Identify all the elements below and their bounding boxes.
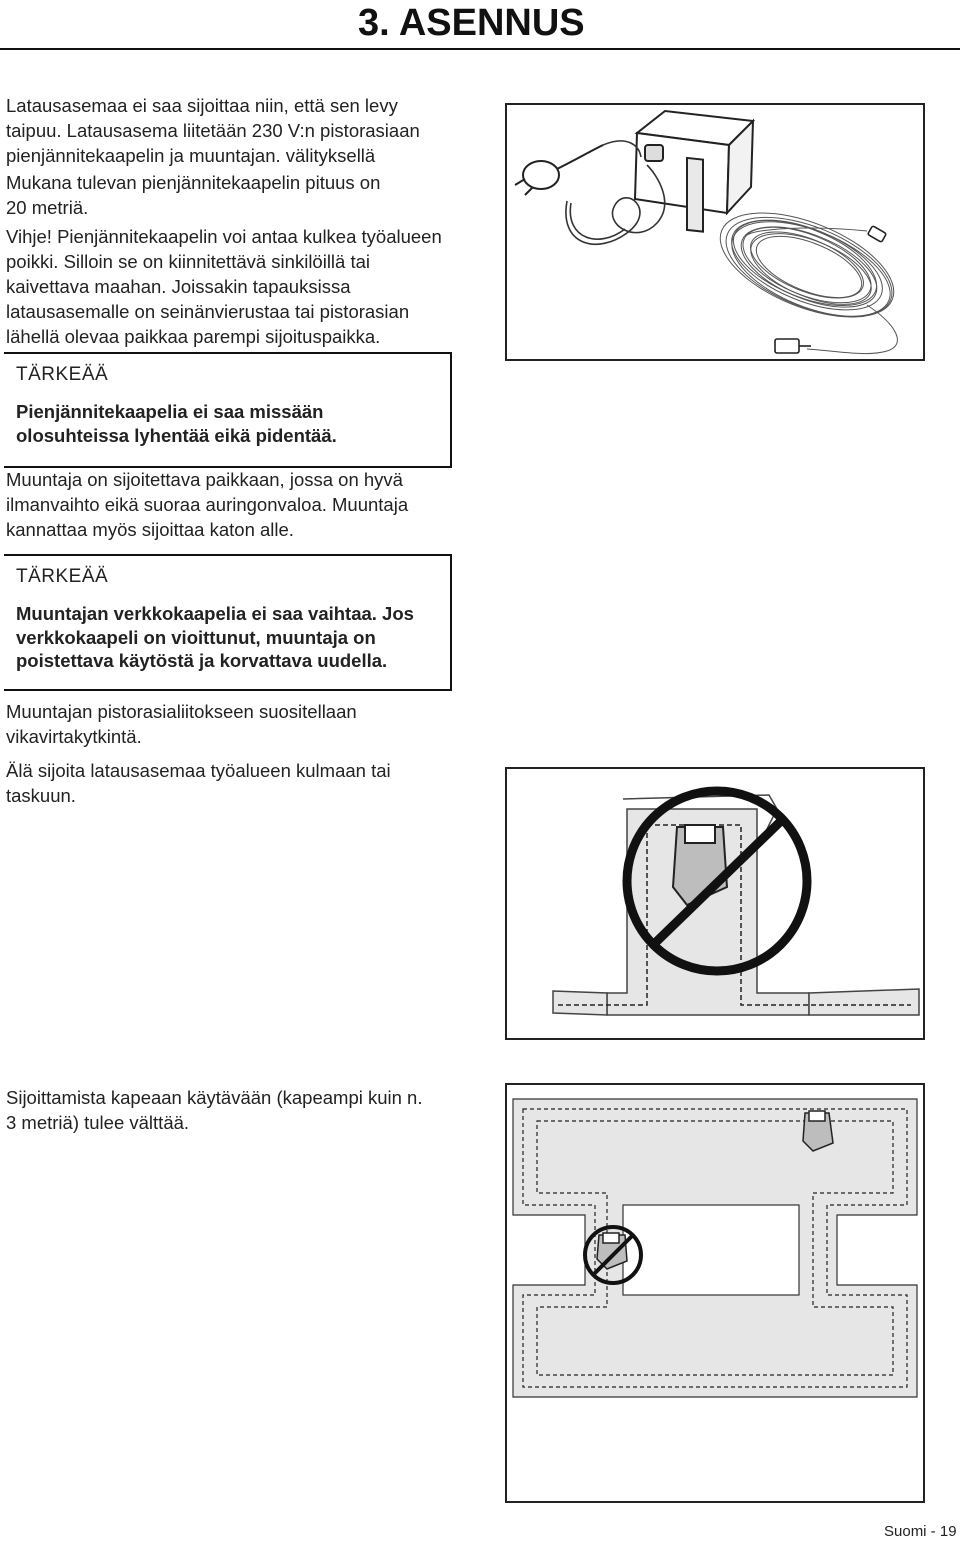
- important-notice-cable: [4, 352, 452, 468]
- text-line: kaivettava maahan. Joissakin tapauksissa: [6, 276, 351, 297]
- notice-heading: TÄRKEÄÄ: [16, 364, 109, 385]
- narrow-passage-illustration: [507, 1085, 927, 1505]
- paragraph-cable-length: [6, 170, 476, 220]
- narrow-passage-figure: [505, 1083, 925, 1503]
- text-line: 3 metriä) tulee välttää.: [6, 1112, 190, 1133]
- text-line: vikavirtakytkintä.: [6, 726, 142, 747]
- text-line: Vihje! Pienjännitekaapelin voi antaa kulkea työalueen: [6, 226, 442, 247]
- notice-body: [16, 602, 456, 673]
- paragraph-narrow-passage: [6, 1085, 476, 1135]
- notice-body: [16, 400, 456, 447]
- text-line: Muuntajan pistorasialiitokseen suositellaan: [6, 701, 357, 722]
- text-line: poikki. Silloin se on kiinnitettävä sinkilöillä tai: [6, 251, 371, 272]
- paragraph-placement: [6, 93, 476, 168]
- text-line: Mukana tulevan pienjännitekaapelin pituus on: [6, 172, 381, 193]
- text-line: Sijoittamista kapeaan käytävään (kapeampi kuin n.: [6, 1087, 423, 1108]
- paragraph-rcd: [6, 699, 476, 749]
- cable-connector-icon: [775, 226, 886, 353]
- text-line: poistettava käytöstä ja korvattava uudella.: [16, 650, 388, 671]
- paragraph-transformer-location: [6, 467, 476, 542]
- text-line: pienjännitekaapelin ja muuntajan. välityksellä: [6, 145, 376, 166]
- corner-placement-figure: [505, 767, 925, 1040]
- text-line: 20 metriä.: [6, 197, 89, 218]
- section-title: 3. ASENNUS: [358, 2, 585, 44]
- transformer-cable-illustration: [507, 105, 927, 363]
- charging-station-icon: [803, 1111, 833, 1151]
- text-line: olosuhteissa lyhentää eikä pidentää.: [16, 424, 337, 446]
- text-line: Pienjännitekaapelia ei saa missään: [16, 401, 324, 422]
- corner-placement-illustration: [507, 769, 927, 1042]
- text-line: taipuu. Latausasema liitetään 230 V:n pistorasiaan: [6, 120, 420, 141]
- text-line: Muuntaja on sijoitettava paikkaan, jossa on hyvä: [6, 469, 403, 490]
- text-line: ilmanvaihto eikä suoraa auringonvaloa. Muuntaja: [6, 494, 409, 515]
- transformer-cable-figure: [505, 103, 925, 361]
- charging-station-icon: [597, 1233, 627, 1269]
- text-line: Muuntajan verkkokaapelia ei saa vaihtaa. Jos: [16, 603, 414, 624]
- low-voltage-cable-coil: [706, 192, 908, 354]
- header-rule: [0, 48, 960, 50]
- paragraph-tip: [6, 224, 476, 349]
- text-line: Älä sijoita latausasemaa työalueen kulmaan tai: [6, 760, 391, 781]
- text-line: kannattaa myös sijoittaa katon alle.: [6, 519, 294, 540]
- text-line: verkkokaapeli on vioittunut, muuntaja on: [16, 626, 376, 648]
- text-line: Latausasemaa ei saa sijoittaa niin, että sen levy: [6, 95, 398, 116]
- paragraph-corner-warning: [6, 758, 476, 808]
- power-plug-icon: [515, 145, 603, 195]
- text-line: lähellä olevaa paikkaa parempi sijoituspaikka.: [6, 326, 381, 347]
- notice-heading: TÄRKEÄÄ: [16, 566, 109, 587]
- important-notice-power-cord: [4, 554, 452, 691]
- text-line: taskuun.: [6, 785, 76, 806]
- page-number: Suomi - 19: [884, 1523, 957, 1540]
- text-line: latausasemalle on seinänvierustaa tai pistorasian: [6, 301, 410, 322]
